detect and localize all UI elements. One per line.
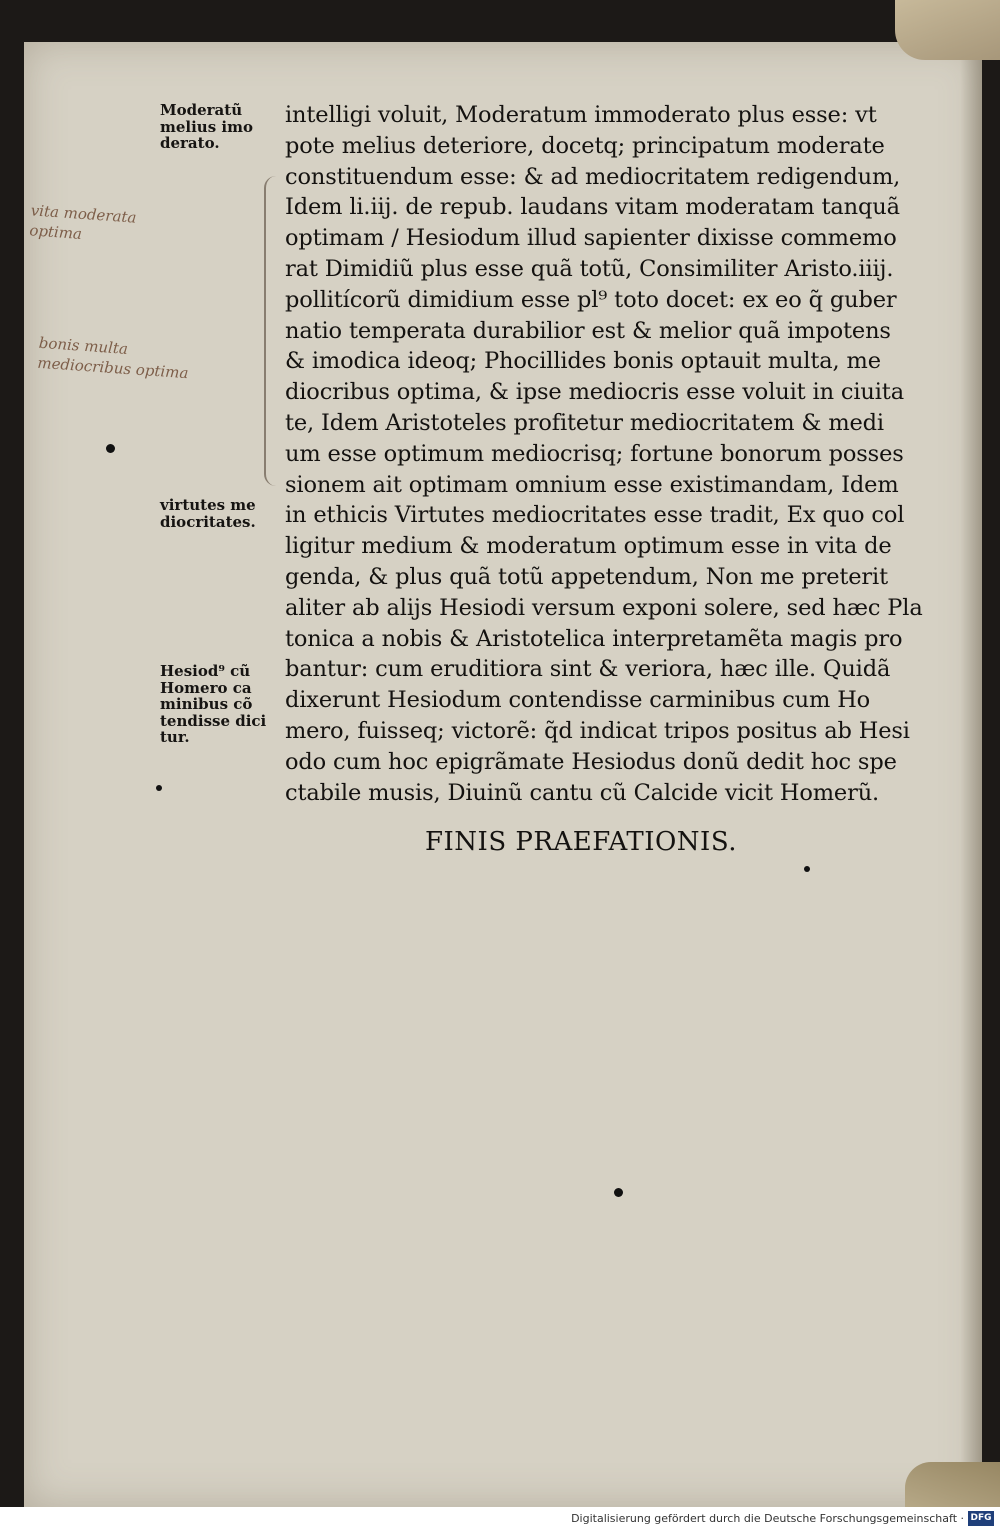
ink-dot (614, 1188, 623, 1197)
text-line: ctabile musis, Diuinũ cantu cũ Calcide vicit Homerũ. (285, 779, 880, 806)
gloss-line: Hesiod⁹ cũ (160, 662, 251, 680)
gloss-line: minibus cõ (160, 695, 253, 713)
page-corner-top (895, 0, 1000, 60)
text-line: bantur: cum eruditiora sint & veriora, hæc ille. Quidã (285, 656, 891, 683)
text-line: pote melius deteriore, docetq; principatum moderate (285, 132, 885, 159)
text-line: natio temperata durabilior est & melior quã impotens (285, 317, 891, 344)
margin-gloss-virtutes (160, 497, 285, 530)
text-line: rat Dimidiũ plus esse quã totũ, Consimiliter Aristo.iiij. (285, 255, 894, 282)
text-line: optimam / Hesiodum illud sapienter dixisse commemo (285, 225, 897, 252)
gloss-line: derato. (160, 134, 220, 152)
text-line: sionem ait optimam omnium esse existimandam, Idem (285, 471, 899, 498)
ink-dot (804, 866, 810, 872)
gloss-line: tur. (160, 728, 190, 746)
text-line: in ethicis Virtutes mediocritates esse tradit, Ex quo col (285, 502, 905, 529)
ink-dot (106, 444, 115, 453)
gloss-line: Homero ca (160, 678, 252, 697)
text-line: Idem li.iij. de repub. laudans vitam moderatam tanquã (285, 194, 900, 221)
handwritten-line: mediocribus optima (36, 353, 190, 383)
gloss-line: melius imo (160, 117, 253, 136)
main-text-block (285, 100, 930, 808)
handwritten-line: bonis multa (38, 333, 129, 358)
funding-credit: Digitalisierung gefördert durch die Deutsche Forschungsgemeinschaft · (571, 1512, 964, 1525)
handwritten-note-vita (29, 200, 137, 247)
text-line: mero, fuisseq; victorẽ: q̃d indicat tripos positus ab Hesi (285, 717, 910, 744)
gloss-line: Moderatũ (160, 101, 243, 119)
margin-gloss-moderatum (160, 102, 285, 152)
text-line: & imodica ideoq; Phocillides bonis optauit multa, me (285, 348, 881, 375)
text-line: aliter ab alijs Hesiodi versum exponi solere, sed hæc Pla (285, 594, 923, 621)
gloss-line: virtutes me (160, 496, 256, 514)
text-line: te, Idem Aristoteles profitetur mediocritatem & medi (285, 409, 884, 436)
dfg-logo: DFG (968, 1511, 994, 1526)
text-line: um esse optimum mediocrisq; fortune bonorum posses (285, 440, 904, 467)
page-corner-bottom (905, 1462, 1000, 1507)
text-line: intelligi voluit, Moderatum immoderato plus esse: vt (285, 102, 877, 128)
page-edge-shadow (960, 42, 982, 1507)
gloss-line: diocritates. (160, 512, 256, 531)
digitization-footer (0, 1507, 1000, 1531)
text-line: constituendum esse: & ad mediocritatem redigendum, (285, 163, 901, 190)
text-line: dixerunt Hesiodum contendisse carminibus cum Ho (285, 687, 871, 714)
margin-gloss-hesiodus (160, 663, 285, 746)
handwritten-line: vita moderata (30, 201, 138, 227)
text-line: ligitur medium & moderatum optimum esse in vita de (285, 533, 892, 560)
gloss-line: tendisse dici (160, 711, 267, 730)
handwritten-bracket (264, 176, 284, 486)
text-line: pollitícorũ dimidium esse pl⁹ toto docet: ex eo q̃ guber (285, 286, 897, 313)
text-line: diocribus optima, & ipse mediocris esse voluit in ciuita (285, 379, 904, 406)
text-line: odo cum hoc epigrãmate Hesiodus donũ dedit hoc spe (285, 748, 897, 775)
ink-dot (156, 785, 162, 791)
text-line: genda, & plus quã totũ appetendum, Non me preterit (285, 563, 888, 590)
handwritten-line: optima (28, 221, 83, 243)
text-line: tonica a nobis & Aristotelica interpretamẽta magis pro (285, 625, 903, 652)
section-end-heading: FINIS PRAEFATIONIS. (425, 827, 737, 857)
